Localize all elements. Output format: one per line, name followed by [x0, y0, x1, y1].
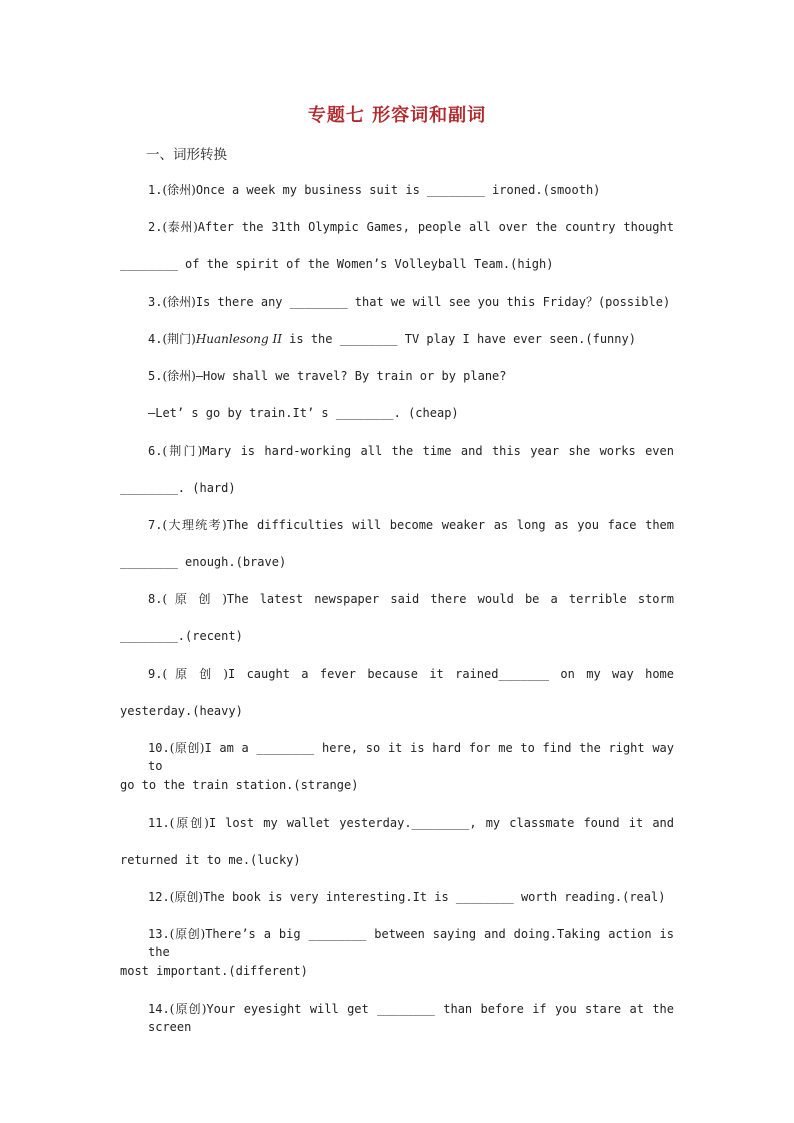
question-source: (原创)	[169, 741, 205, 755]
question-number: 5.	[148, 369, 163, 383]
question-text-line1: I am a ________ here, so it is hard for me to find the right way to	[148, 741, 674, 773]
question-text-line2: yesterday.(heavy)	[120, 704, 243, 718]
question-8	[120, 590, 674, 645]
question-text-line2: most important.(different)	[120, 964, 308, 978]
question-text-line2: ________ of the spirit of the Women’s Volleyball Team.(high)	[120, 257, 554, 271]
section-heading: 一、词形转换	[146, 147, 227, 163]
question-source: ( 原 创 )	[162, 592, 227, 606]
question-text-line1: The difficulties will become weaker as long as you face them	[226, 518, 674, 532]
question-text: The book is very interesting.It is ________ worth reading.(real)	[203, 890, 666, 904]
question-number: 7.	[148, 518, 163, 532]
question-number: 8.	[148, 592, 163, 606]
question-number: 4.	[148, 332, 163, 346]
question-number: 14.	[148, 1002, 170, 1016]
question-source: (原创)	[169, 1002, 207, 1016]
question-2	[120, 218, 674, 273]
question-source: (原创)	[169, 816, 209, 830]
question-text-line1: —How shall we travel? By train or by plane?	[195, 369, 507, 383]
question-source: (徐州)	[162, 369, 196, 383]
question-source: (荆门)	[162, 332, 196, 346]
question-source: (荆门)	[162, 444, 203, 458]
question-source: (原创)	[169, 890, 204, 904]
question-number: 9.	[148, 667, 163, 681]
question-source: (原创)	[169, 927, 206, 941]
question-text-line1: The latest newspaper said there would be a terrible storm	[226, 592, 674, 606]
question-text-line1: I caught a fever because it rained_______ on my way home	[227, 667, 675, 681]
question-text-line1: There’s a big ________ between saying and doing.Taking action is the	[148, 927, 675, 959]
question-source: ( 原 创 )	[162, 667, 228, 681]
question-text: is the ________ TV play I have ever seen.(funny)	[281, 332, 636, 346]
question-text-line1: I lost my wallet yesterday.________, my classmate found it and	[208, 816, 674, 830]
question-text-line1: Your eyesight will get ________ than before if you stare at the screen	[148, 1002, 674, 1034]
question-13	[120, 925, 674, 980]
question-text-line1: After the 31th Olympic Games, people all over the country thought	[197, 220, 674, 234]
question-number: 13.	[148, 927, 170, 941]
question-text-line2: ________. (hard)	[120, 481, 236, 495]
question-14	[120, 1000, 674, 1034]
question-number: 1.	[148, 183, 163, 197]
question-number: 12.	[148, 890, 170, 904]
question-text-line2: ________.(recent)	[120, 629, 243, 643]
question-source: (大理统考)	[162, 518, 227, 532]
question-7	[120, 516, 674, 571]
question-6	[120, 442, 674, 497]
question-number: 3.	[148, 295, 163, 309]
question-text: Is there any ________ that we will see you this Friday？(possible)	[195, 295, 671, 309]
question-9	[120, 665, 674, 720]
question-text: Once a week my business suit is ________ ironed.(smooth)	[195, 183, 601, 197]
question-4	[120, 330, 674, 348]
question-text-line2: returned it to me.(lucky)	[120, 853, 301, 867]
question-number: 2.	[148, 220, 163, 234]
question-10	[120, 739, 674, 794]
question-italic-title: Huanlesong II	[195, 332, 282, 346]
question-text-line1: Mary is hard-working all the time and this year she works even	[202, 444, 674, 458]
question-source: (徐州)	[162, 183, 196, 197]
question-5	[120, 367, 674, 422]
question-text-line2: go to the train station.(strange)	[120, 778, 359, 792]
question-text-line2: ________ enough.(brave)	[120, 555, 287, 569]
question-12	[120, 888, 674, 906]
question-source: (泰州)	[162, 220, 198, 234]
page-title: 专题七 形容词和副词	[307, 105, 487, 126]
question-number: 6.	[148, 444, 163, 458]
question-number: 11.	[148, 816, 170, 830]
question-number: 10.	[148, 741, 170, 755]
question-source: (徐州)	[162, 295, 196, 309]
question-text-line2: —Let’ s go by train.It’ s ________. (cheap)	[148, 406, 459, 420]
question-11	[120, 814, 674, 869]
question-3	[120, 293, 674, 311]
question-1	[120, 181, 674, 199]
